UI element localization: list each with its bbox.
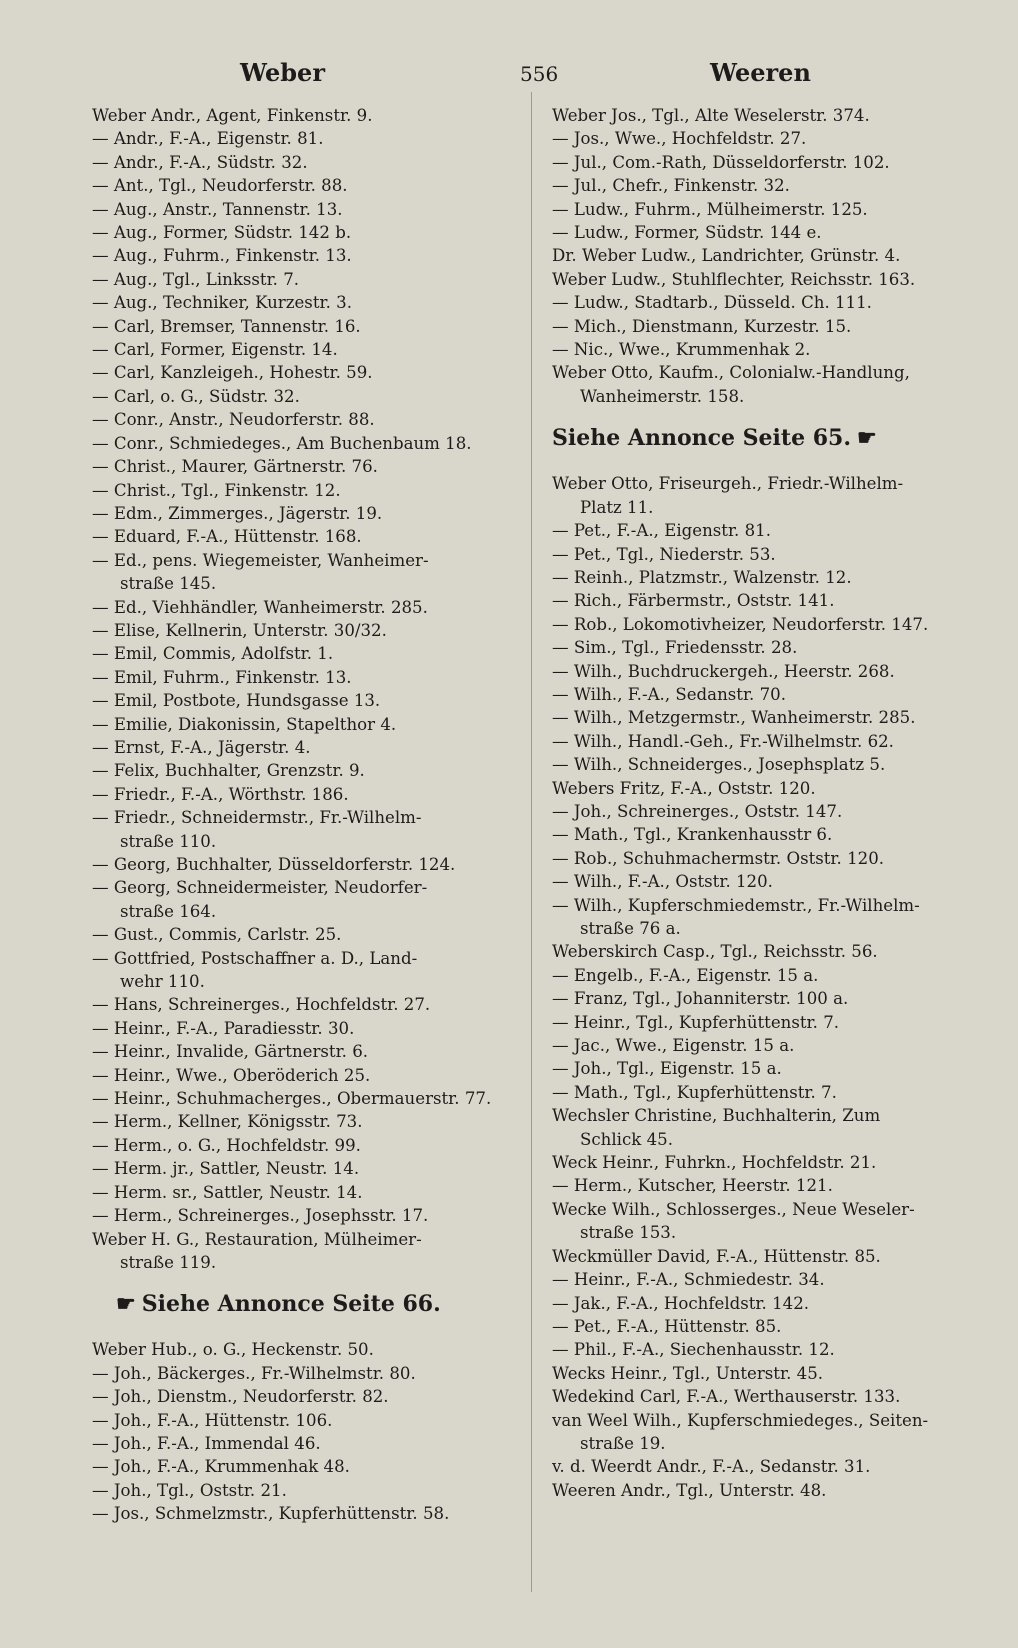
directory-entry: — Ludw., Fuhrm., Mülheimerstr. 125.: [552, 199, 868, 219]
directory-entry: — Rob., Lokomotivheizer, Neudorferstr. 147.: [552, 614, 929, 634]
directory-entry: — Emilie, Diakonissin, Stapelthor 4.: [92, 714, 397, 734]
directory-entry: — Elise, Kellnerin, Unterstr. 30/32.: [92, 620, 387, 640]
directory-entry: — Carl, Bremser, Tannenstr. 16.: [92, 316, 361, 336]
directory-entry: — Engelb., F.-A., Eigenstr. 15 a.: [552, 965, 819, 985]
directory-entry: — Wilh., Buchdruckergeh., Heerstr. 268.: [552, 661, 895, 681]
annonce-notice: [552, 408, 992, 472]
directory-entry: Webers Fritz, F.-A., Oststr. 120.: [552, 778, 816, 798]
entry-continuation: Wanheimerstr. 158.: [580, 386, 745, 406]
directory-entry: — Ed., pens. Wiegemeister, Wanheimer-: [92, 550, 429, 570]
directory-entry: Weber Otto, Kaufm., Colonialw.-Handlung,: [552, 363, 910, 383]
directory-entry: — Joh., Bäckerges., Fr.-Wilhelmstr. 80.: [92, 1363, 416, 1383]
directory-entry: — Herm., Schreinerges., Josephsstr. 17.: [92, 1206, 429, 1226]
directory-entry: — Jos., Schmelzmstr., Kupferhüttenstr. 58.: [92, 1504, 450, 1524]
directory-entry: — Joh., F.-A., Krummenhak 48.: [92, 1457, 350, 1477]
directory-entry: — Wilh., F.-A., Sedanstr. 70.: [552, 684, 786, 704]
entry-continuation: wehr 110.: [120, 972, 205, 992]
directory-entry: — Herm., Kellner, Königsstr. 73.: [92, 1112, 363, 1132]
directory-entry: — Ludw., Stadtarb., Düsseld. Ch. 111.: [552, 293, 872, 313]
page-number: 556: [520, 62, 559, 86]
directory-entry: — Ernst, F.-A., Jägerstr. 4.: [92, 737, 311, 757]
directory-entry: — Aug., Former, Südstr. 142 b.: [92, 223, 352, 243]
annonce-notice: [92, 1274, 512, 1338]
directory-entry: Weber Hub., o. G., Heckenstr. 50.: [92, 1340, 374, 1360]
entry-continuation: straße 76 a.: [580, 919, 681, 938]
directory-entry: — Nic., Wwe., Krummenhak 2.: [552, 340, 811, 360]
directory-entry: — Herm. sr., Sattler, Neustr. 14.: [92, 1182, 363, 1202]
annonce-text: Siehe Annonce Seite 65.: [552, 425, 852, 452]
header-right-keyword: Weeren: [710, 58, 811, 87]
directory-entry: — Aug., Techniker, Kurzestr. 3.: [92, 293, 352, 313]
directory-entry: — Jak., F.-A., Hochfeldstr. 142.: [552, 1293, 810, 1313]
directory-entry: — Heinr., Wwe., Oberöderich 25.: [92, 1065, 371, 1085]
directory-entry: — Carl, o. G., Südstr. 32.: [92, 386, 300, 406]
directory-entry: — Christ., Maurer, Gärtnerstr. 76.: [92, 457, 378, 477]
entry-continuation: Platz 11.: [580, 497, 654, 517]
directory-entry: — Heinr., Invalide, Gärtnerstr. 6.: [92, 1042, 369, 1062]
pointing-hand-icon: ☛: [116, 1291, 136, 1318]
directory-entry: — Joh., F.-A., Immendal 46.: [92, 1433, 321, 1453]
directory-entry: — Conr., Anstr., Neudorferstr. 88.: [92, 410, 375, 430]
directory-entry: — Heinr., F.-A., Schmiedestr. 34.: [552, 1270, 825, 1290]
directory-entry: — Heinr., F.-A., Paradiesstr. 30.: [92, 1018, 355, 1038]
directory-entry: — Franz, Tgl., Johanniterstr. 100 a.: [552, 989, 849, 1009]
directory-entry: van Weel Wilh., Kupferschmiedeges., Seiten-: [552, 1410, 929, 1430]
directory-entry: — Rob., Schuhmachermstr. Oststr. 120.: [552, 848, 885, 868]
directory-entry: — Georg, Schneidermeister, Neudorfer-: [92, 878, 428, 898]
directory-entry: Weber Otto, Friseurgeh., Friedr.-Wilhelm-: [552, 474, 904, 494]
directory-entry: — Wilh., Schneiderges., Josephsplatz 5.: [552, 755, 886, 775]
directory-entry: — Joh., Tgl., Oststr. 21.: [92, 1480, 287, 1500]
directory-entry: — Aug., Anstr., Tannenstr. 13.: [92, 199, 343, 219]
directory-entry: — Pet., F.-A., Hüttenstr. 85.: [552, 1316, 782, 1336]
directory-entry: — Conr., Schmiedeges., Am Buchenbaum 18.: [92, 433, 472, 453]
directory-entry: — Ludw., Former, Südstr. 144 e.: [552, 223, 822, 243]
directory-entry: — Reinh., Platzmstr., Walzenstr. 12.: [552, 567, 852, 587]
directory-entry: — Eduard, F.-A., Hüttenstr. 168.: [92, 527, 362, 547]
directory-entry: — Ed., Viehhändler, Wanheimerstr. 285.: [92, 597, 428, 617]
directory-entry: — Sim., Tgl., Friedensstr. 28.: [552, 638, 798, 658]
directory-entry: — Math., Tgl., Krankenhausstr 6.: [552, 825, 833, 845]
directory-entry: — Wilh., Handl.-Geh., Fr.-Wilhelmstr. 62.: [552, 731, 894, 751]
directory-entry: — Georg, Buchhalter, Düsseldorferstr. 124.: [92, 855, 456, 874]
directory-entry: Weckmüller David, F.-A., Hüttenstr. 85.: [552, 1246, 881, 1266]
directory-entry: — Pet., F.-A., Eigenstr. 81.: [552, 521, 771, 541]
directory-entry: — Rich., Färbermstr., Oststr. 141.: [552, 591, 835, 611]
directory-entry: Weber Ludw., Stuhlflechter, Reichsstr. 163.: [552, 269, 916, 289]
directory-entry: — Math., Tgl., Kupferhüttenstr. 7.: [552, 1082, 837, 1102]
annonce-text: Siehe Annonce Seite 66.: [141, 1291, 441, 1318]
directory-entry: — Herm. jr., Sattler, Neustr. 14.: [92, 1159, 360, 1179]
directory-entry: — Hans, Schreinerges., Hochfeldstr. 27.: [92, 995, 431, 1015]
directory-entry: Wecks Heinr., Tgl., Unterstr. 45.: [552, 1363, 824, 1383]
directory-entry: Weck Heinr., Fuhrkn., Hochfeldstr. 21.: [552, 1153, 877, 1173]
directory-entry: Weber Jos., Tgl., Alte Weselerstr. 374.: [552, 106, 870, 125]
directory-entry: — Gust., Commis, Carlstr. 25.: [92, 925, 342, 945]
directory-entry: — Herm., o. G., Hochfeldstr. 99.: [92, 1135, 361, 1155]
directory-entry: — Mich., Dienstmann, Kurzestr. 15.: [552, 316, 852, 336]
directory-entry: — Emil, Postbote, Hundsgasse 13.: [92, 691, 381, 711]
entry-continuation: straße 164.: [120, 901, 217, 921]
directory-entry: — Andr., F.-A., Südstr. 32.: [92, 152, 308, 172]
directory-entry: v. d. Weerdt Andr., F.-A., Sedanstr. 31.: [552, 1457, 871, 1477]
directory-entry: — Heinr., Schuhmacherges., Obermauerstr. 77.: [92, 1089, 492, 1109]
pointing-hand-icon: ☛: [857, 425, 877, 452]
directory-entry: Weber Andr., Agent, Finkenstr. 9.: [92, 106, 373, 125]
entry-continuation: straße 110.: [120, 831, 217, 851]
directory-entry: — Aug., Tgl., Linksstr. 7.: [92, 269, 300, 289]
directory-entry: — Aug., Fuhrm., Finkenstr. 13.: [92, 246, 352, 266]
directory-entry: — Pet., Tgl., Niederstr. 53.: [552, 544, 776, 564]
entry-continuation: straße 145.: [120, 574, 217, 594]
right-column: [552, 104, 992, 1502]
directory-entry: — Friedr., Schneidermstr., Fr.-Wilhelm-: [92, 808, 422, 828]
directory-entry: Wecke Wilh., Schlosserges., Neue Weseler-: [552, 1199, 915, 1219]
directory-entry: — Jac., Wwe., Eigenstr. 15 a.: [552, 1036, 795, 1056]
directory-entry: Weeren Andr., Tgl., Unterstr. 48.: [552, 1480, 827, 1500]
directory-entry: — Carl, Former, Eigenstr. 14.: [92, 340, 338, 360]
entry-continuation: straße 19.: [580, 1433, 666, 1453]
directory-entry: — Emil, Fuhrm., Finkenstr. 13.: [92, 667, 352, 687]
directory-entry: Dr. Weber Ludw., Landrichter, Grünstr. 4.: [552, 246, 901, 266]
directory-entry: — Christ., Tgl., Finkenstr. 12.: [92, 480, 341, 500]
directory-entry: — Felix, Buchhalter, Grenzstr. 9.: [92, 761, 365, 781]
directory-entry: Wedekind Carl, F.-A., Werthauserstr. 133.: [552, 1387, 901, 1407]
column-divider: [531, 92, 532, 1592]
directory-entry: — Joh., Tgl., Eigenstr. 15 a.: [552, 1059, 782, 1079]
entry-continuation: Schlick 45.: [580, 1129, 673, 1149]
directory-entry: — Edm., Zimmerges., Jägerstr. 19.: [92, 503, 383, 523]
directory-entry: — Phil., F.-A., Siechenhausstr. 12.: [552, 1340, 835, 1360]
directory-entry: — Joh., Dienstm., Neudorferstr. 82.: [92, 1387, 389, 1407]
directory-entry: — Andr., F.-A., Eigenstr. 81.: [92, 129, 324, 149]
directory-entry: — Friedr., F.-A., Wörthstr. 186.: [92, 784, 349, 804]
left-column: [92, 104, 512, 1526]
directory-entry: — Herm., Kutscher, Heerstr. 121.: [552, 1176, 833, 1196]
directory-entry: — Joh., F.-A., Hüttenstr. 106.: [92, 1410, 333, 1430]
directory-entry: — Jul., Chefr., Finkenstr. 32.: [552, 176, 790, 196]
directory-entry: — Emil, Commis, Adolfstr. 1.: [92, 644, 334, 664]
entry-continuation: straße 153.: [580, 1223, 677, 1243]
directory-entry: — Jos., Wwe., Hochfeldstr. 27.: [552, 129, 807, 149]
header-left-keyword: Weber: [240, 58, 325, 87]
directory-entry: — Wilh., F.-A., Oststr. 120.: [552, 872, 773, 892]
directory-entry: — Jul., Com.-Rath, Düsseldorferstr. 102.: [552, 152, 890, 172]
directory-entry: — Wilh., Kupferschmiedemstr., Fr.-Wilhelm-: [552, 895, 920, 915]
directory-entry: — Joh., Schreinerges., Oststr. 147.: [552, 801, 843, 821]
directory-entry: Weber H. G., Restauration, Mülheimer-: [92, 1229, 422, 1249]
directory-entry: — Wilh., Metzgermstr., Wanheimerstr. 285.: [552, 708, 916, 728]
directory-entry: Wechsler Christine, Buchhalterin, Zum: [552, 1106, 881, 1126]
directory-entry: — Carl, Kanzleigeh., Hohestr. 59.: [92, 363, 373, 383]
directory-entry: — Heinr., Tgl., Kupferhüttenstr. 7.: [552, 1012, 840, 1032]
directory-entry: — Ant., Tgl., Neudorferstr. 88.: [92, 176, 348, 196]
directory-entry: Weberskirch Casp., Tgl., Reichsstr. 56.: [552, 942, 878, 962]
entry-continuation: straße 119.: [120, 1252, 217, 1272]
directory-entry: — Gottfried, Postschaffner a. D., Land-: [92, 948, 418, 968]
